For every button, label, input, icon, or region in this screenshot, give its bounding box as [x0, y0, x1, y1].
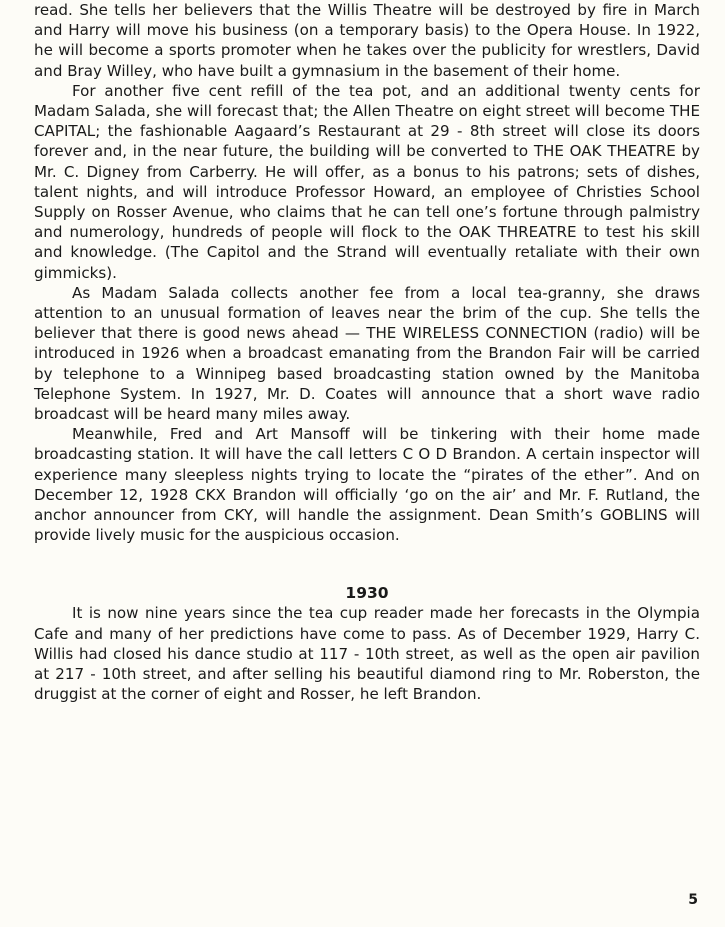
paragraph-1930: It is now nine years since the tea cup reader made her forecasts in the Olympia Cafe and many of her predictions have come to pass. As of December 1929, Harry C. Willis had closed his dance studio at 117 - 10th street, as well as the open air pavilion at 217 - 10th street, and after selling his beautiful diamond ring to Mr. Roberston, the druggist at the corner of eight and Rosser, he left Brandon. — [34, 604, 700, 704]
paragraph-ckx-brandon: Meanwhile, Fred and Art Mansoff will be tinkering with their home made broadcasting station. It will have the call letters C O D Brandon. A certain inspector will experience many sleepless nights trying to locate the “pirates of the ether”. And on December 12, 1928 CKX Brandon will officially ‘go on the air’ and Mr. F. Rutland, the anchor announcer from CKY, will handle the assignment. Dean Smith’s GOBLINS will provide lively music for the auspicious occasion. — [34, 425, 700, 545]
section-heading-1930: 1930 — [345, 584, 389, 603]
paragraph-wireless-connection: As Madam Salada collects another fee from a local tea-granny, she draws attention to an unusual formation of leaves near the brim of the cup. She tells the believer that there is good news ahead — THE WIRELESS CONNECTION (radio) will be introduced in 1926 when a broadcast emanating from the Brandon Fair will be carried by telephone to a Winnipeg based broadcasting station owned by the Manitoba Telephone System. In 1927, Mr. D. Coates will announce that a short wave radio broadcast will be heard many miles away. — [34, 283, 700, 424]
document-page — [34, 0, 700, 705]
paragraph-opera-house: read. She tells her believers that the Willis Theatre will be destroyed by fire in March and Harry will move his business (on a temporary basis) to the Opera House. In 1922, he will become a sports promoter when he takes over the publicity for wrestlers, David and Bray Willey, who have built a gymnasium in the basement of their home. — [34, 1, 700, 80]
paragraph-oak-theatre: For another five cent refill of the tea pot, and an additional twenty cents for Madam Salada, she will forecast that; the Allen Theatre on eight street will become THE CAPITAL; the fashionable Aagaard’s Restaurant at 29 - 8th street will close its doors forever and, in the near future, the building will be converted to THE OAK THEATRE by Mr. C. Digney from Carberry. He will offer, as a bonus to his patrons; sets of dishes, talent nights, and will introduce Professor Howard, an employee of Christies School Supply on Rosser Avenue, who claims that he can tell one’s fortune through palmistry and numerology, hundreds of people will flock to the OAK THREATRE to test his skill and knowledge. (The Capitol and the Strand will eventually retaliate with their own gimmicks). — [34, 81, 700, 282]
page-number: 5 — [688, 892, 698, 908]
